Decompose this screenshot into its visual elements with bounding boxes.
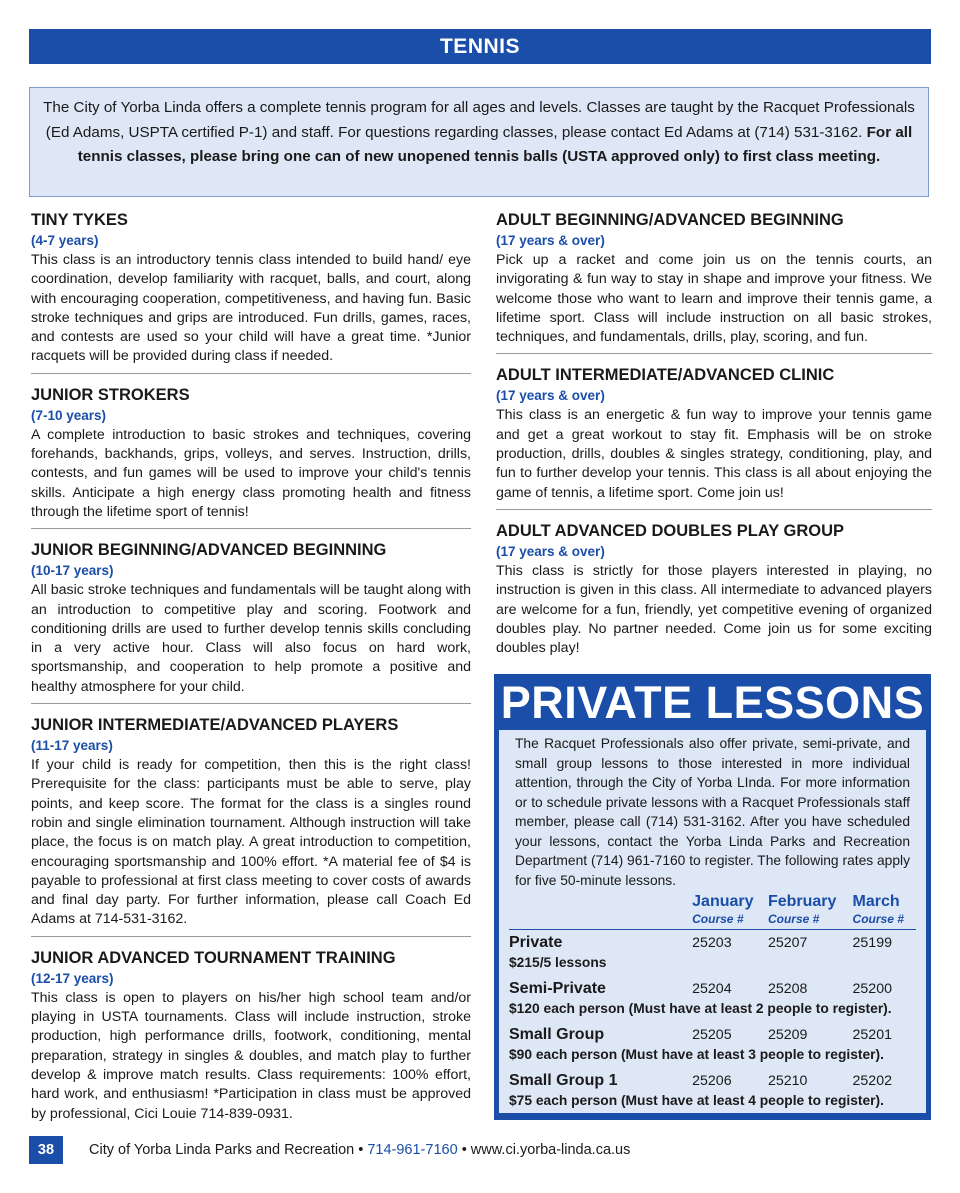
class-age: (10-17 years) <box>31 563 114 579</box>
private-lessons-title: PRIVATE LESSONS <box>500 677 925 728</box>
course-code: 25200 <box>852 981 892 997</box>
class-title: ADULT BEGINNING/ADVANCED BEGINNING <box>496 211 844 229</box>
course-code: 25207 <box>767 935 808 951</box>
table-row <box>509 1068 916 1091</box>
footer-separator: • <box>461 1142 467 1158</box>
class-description: This class is strictly for those players interested in playing, no instruction is given in this class. All intermediate to advanced players are welcome for a fun, friendly, yet competitive evening of organized doubles play. No partner needed. Come join us for some exciting doubles play! <box>496 562 932 657</box>
class-adult-doubles <box>496 520 932 664</box>
intro-text: The City of Yorba Linda offers a complete tennis program for all ages and levels. Classes are taught by the Racquet Professionals (Ed Adams, USPTA certified P-1) and staff. For questions regarding classes, please contact Ed Adams at (714) 531-3162. <box>43 99 915 141</box>
class-age: (4-7 years) <box>31 233 99 248</box>
course-label: Course # <box>768 911 853 930</box>
course-code: 25206 <box>692 1073 732 1089</box>
table-row <box>509 976 916 999</box>
lesson-rate: $90 each person (Must have at least 3 people to register). <box>509 1047 884 1062</box>
course-code: 25205 <box>692 1027 732 1043</box>
private-lessons-text: The Racquet Professionals also offer private, semi-private, and small group lessons to those interested in more individual attention, through the City of Yorba LInda. For more information or to schedule private lessons with a Racquet Professionals staff member, please call (714) 531-3162. After you have scheduled your lessons, contact the Yorba Linda Parks and Recreation Department (714) 961-7160 to register. The following rates apply for five 50-minute lessons. <box>515 736 910 888</box>
lesson-rate: $215/5 lessons <box>509 955 607 970</box>
class-age: (17 years & over) <box>496 543 605 559</box>
course-code: 25203 <box>692 935 732 951</box>
course-code: 25199 <box>852 935 892 951</box>
class-title: ADULT ADVANCED DOUBLES PLAY GROUP <box>496 521 845 540</box>
private-lessons-box <box>494 674 931 1120</box>
month-february: February <box>767 893 837 910</box>
lesson-rate: $120 each person (Must have at least 2 people to register). <box>509 1001 892 1016</box>
class-title: JUNIOR BEGINNING/ADVANCED BEGINNING <box>31 541 387 560</box>
course-code: 25209 <box>767 1027 808 1043</box>
course-label: Course # <box>692 911 768 930</box>
class-title: JUNIOR INTERMEDIATE/ADVANCED PLAYERS <box>31 716 399 735</box>
lesson-rate: $75 each person (Must have at least 4 people to register). <box>509 1093 884 1108</box>
class-description: This class is an energetic & fun way to improve your tennis game and get a great workout to stay fit. Emphasis will be on stroke production, drills, doubles & singles strategy, conditioning, play, and fun to further develop your tennis. This class is all about enjoying the game of tennis, a lifetime sport. Come join us! <box>496 407 932 501</box>
course-code: 25208 <box>767 981 808 997</box>
class-title: TINY TYKES <box>31 211 128 229</box>
class-junior-beginning <box>31 539 471 704</box>
class-adult-intermediate <box>496 364 932 509</box>
course-code: 25202 <box>852 1073 892 1089</box>
table-row <box>509 930 916 954</box>
private-lessons-panel <box>499 730 926 1113</box>
intro-box <box>29 87 929 197</box>
class-age: (17 years & over) <box>496 233 605 248</box>
intro-bold-text: For all tennis classes, please bring one can of new unopened tennis balls (USTA approved only) to first class meeting. <box>77 123 913 165</box>
lesson-type: Semi-Private <box>509 980 606 997</box>
class-junior-intermediate <box>31 714 471 937</box>
class-description: All basic stroke techniques and fundamentals will be taught along with an introduction to competitive play and scoring. Footwork and conditioning drills are used to further develop tennis skills concluding in a very active hour. Class will also focus on hard work, sportsmanship, and cooperation to help promote a positive and healthy atmosphere for your child. <box>31 582 471 695</box>
footer <box>29 1136 931 1164</box>
page-title: TENNIS <box>29 29 931 64</box>
class-adult-beginning <box>496 209 932 354</box>
class-age: (17 years & over) <box>496 388 605 404</box>
left-column <box>31 209 471 1140</box>
lesson-type: Small Group <box>509 1026 605 1043</box>
footer-phone: 714-961-7160 <box>367 1142 458 1158</box>
course-code: 25210 <box>767 1073 808 1089</box>
footer-separator: • <box>358 1142 364 1158</box>
table-row <box>509 1022 916 1045</box>
lesson-type: Small Group 1 <box>509 1072 618 1089</box>
class-junior-tournament <box>31 947 471 1130</box>
class-description: If your child is ready for competition, then this is the right class! Prerequisite for the class: participants must be able to serve, play points, and keep score. The format for the class is a singles round robin and single elimination tournament. Although instruction will take place, the focus is on match play. A great introduction to competition, encouraging sportsmanship and 100% effort. *A material fee of $4 is payable to professional at first class meeting to cover costs of awards and final day party. For further information, please call Coach Ed Adams at 714-531-3162. <box>31 757 471 928</box>
class-age: (11-17 years) <box>31 738 113 754</box>
class-title: ADULT INTERMEDIATE/ADVANCED CLINIC <box>496 366 835 385</box>
rates-table <box>509 893 916 1114</box>
class-description: This class is open to players on his/her high school team and/or playing in USTA tournaments. Class will include instruction, stroke production, high performance drills, footwork, conditioning, mental preparation, strategy in singles & doubles, and match play to further develop & improve match results. Class requirements: 100% effort, hard work, and enthusiasm! *Participation in class must be approved by professional, Cici Louie 714-839-0931. <box>31 989 471 1122</box>
right-column <box>496 209 932 674</box>
class-tiny-tykes <box>31 209 471 374</box>
class-age: (7-10 years) <box>31 407 107 423</box>
course-code: 25204 <box>692 981 732 997</box>
class-description: This class is an introductory tennis class intended to build hand/ eye coordination, develop familiarity with racquet, balls, and court, along with encouraging cooperation, competitiveness, and having fun. Basic stroke techniques and grips are introduced. Fun drills, games, races, and contests are used so your child will have a great time. *Junior racquets will be provided during class if needed. <box>31 252 471 365</box>
footer-url[interactable]: www.ci.yorba-linda.ca.us <box>470 1142 631 1158</box>
course-label: Course # <box>853 911 916 930</box>
class-title: JUNIOR STROKERS <box>31 385 190 404</box>
lesson-type: Private <box>509 934 563 951</box>
month-january: January <box>692 893 754 910</box>
class-junior-strokers <box>31 384 471 529</box>
class-title: JUNIOR ADVANCED TOURNAMENT TRAINING <box>31 948 396 967</box>
class-description: Pick up a racket and come join us on the tennis courts, an invigorating & fun way to stay in shape and improve your fitness. We welcome those who want to learn and improve their tennis game, a lifetime sport. Class will include instruction on all basic strokes, techniques, and fundamentals, drills, play, scoring, and fun. <box>496 252 932 346</box>
footer-org: City of Yorba Linda Parks and Recreation <box>89 1142 355 1158</box>
class-description: A complete introduction to basic strokes and techniques, covering forehands, backhands, grips, volleys, and serves. Instruction, drills, contests, and fun games will be used to improve your child's tennis skills. Anticipate a high energy class promoting health and fitness through the lifetime sport of tennis! <box>31 426 471 520</box>
page-number: 38 <box>29 1136 63 1164</box>
class-age: (12-17 years) <box>31 970 114 986</box>
month-march: March <box>852 893 900 910</box>
course-code: 25201 <box>852 1027 892 1043</box>
